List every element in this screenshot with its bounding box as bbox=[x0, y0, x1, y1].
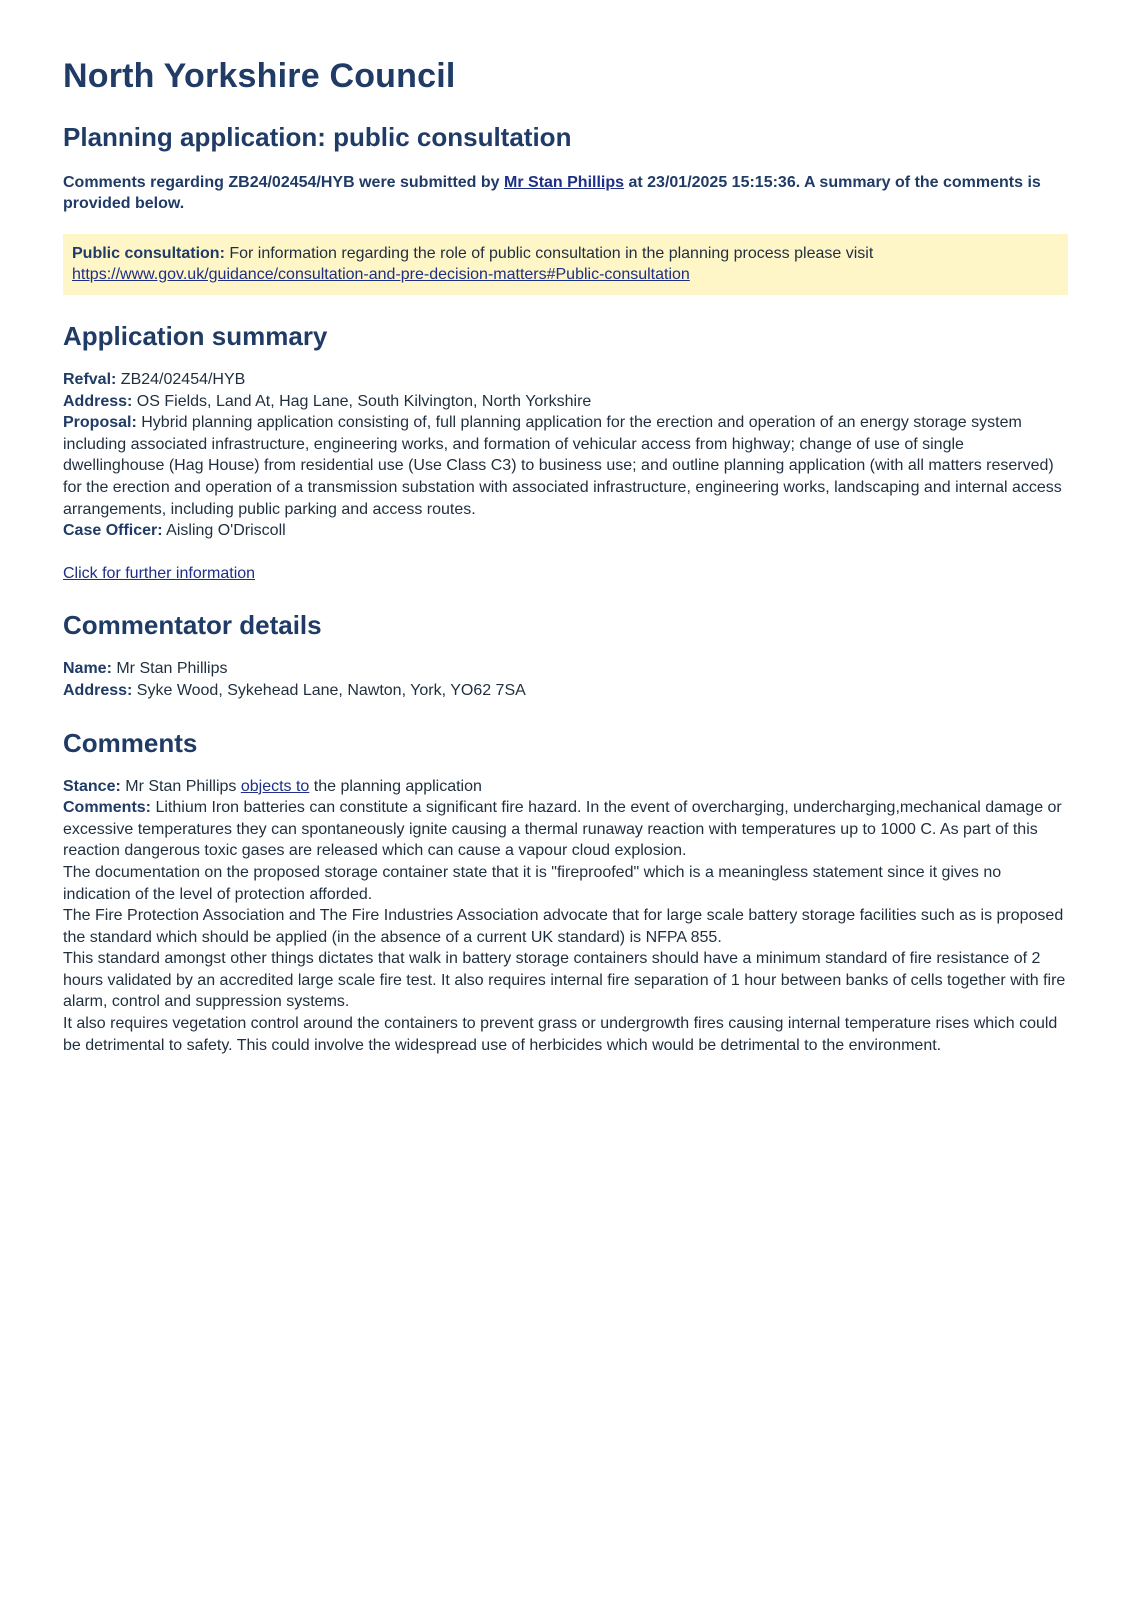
submission-summary-text-2: at 23/01/2025 15:15:36. A summary of the comments is provided below. bbox=[63, 174, 1041, 212]
proposal-row bbox=[63, 412, 1068, 520]
commentator-name-row bbox=[63, 658, 1068, 680]
commentator-address-value: Syke Wood, Sykehead Lane, Nawton, York, YO62 7SA bbox=[132, 681, 526, 699]
stance-rest: the planning application bbox=[309, 777, 482, 795]
refval-label: Refval: bbox=[63, 371, 117, 388]
application-summary-details bbox=[63, 369, 1068, 584]
case-officer-row bbox=[63, 520, 1068, 542]
organisation-title: North Yorkshire Council bbox=[63, 57, 456, 95]
commentator-address-label: Address: bbox=[63, 681, 133, 699]
case-officer-label: Case Officer: bbox=[63, 522, 163, 540]
commentator-details bbox=[63, 658, 1068, 701]
further-info-row bbox=[63, 563, 1068, 585]
comment-paragraph-2: The documentation on the proposed storage container state that it is "fireproofed" which is a meaningless statement since it gives no indication of the level of protection afforded. bbox=[63, 863, 1002, 903]
commentator-details-heading: Commentator details bbox=[63, 610, 322, 641]
notice-label: Public consultation: bbox=[72, 245, 225, 262]
proposal-label: Proposal: bbox=[63, 414, 137, 432]
stance-row bbox=[63, 776, 1068, 798]
application-summary-heading: Application summary bbox=[63, 321, 328, 351]
comment-paragraph-3: The Fire Protection Association and The Fire Industries Association advocate that for large scale battery storage facilities such as is proposed the standard which should be applied (in the absence of a current UK standard) is NFPA 855. bbox=[63, 907, 1064, 946]
commentator-address-row bbox=[63, 680, 1068, 702]
stance-link[interactable]: objects to bbox=[240, 777, 310, 795]
commentator-name-value: Mr Stan Phillips bbox=[111, 660, 228, 678]
notice-text: For information regarding the role of public consultation in the planning process please visit bbox=[224, 245, 874, 262]
submission-summary bbox=[63, 172, 1068, 214]
submission-summary-text-1: Comments regarding ZB24/02454/HYB were submitted by bbox=[63, 174, 505, 191]
comments-label: Comments: bbox=[63, 799, 152, 817]
case-officer-value: Aisling O'Driscoll bbox=[162, 522, 286, 540]
comment-paragraph-4: This standard amongst other things dictates that walk in battery storage containers should have a minimum standard of fire resistance of 2 hours validated by an accredited large scale fire test. It also requires internal fire separation of 1 hour between banks of cells together with fire alarm, control and suppression systems. bbox=[63, 950, 1066, 1011]
application-address-value: OS Fields, Land At, Hag Lane, South Kilvington, North Yorkshire bbox=[132, 392, 592, 410]
comment-paragraph-5: It also requires vegetation control around the containers to prevent grass or undergrowth fires causing internal temperature rises which could be detrimental to safety. This could involve the widespread use of herbicides which would be detrimental to the environment. bbox=[63, 1015, 1058, 1054]
spacer bbox=[63, 542, 1068, 563]
public-consultation-notice bbox=[63, 234, 1068, 295]
proposal-value: Hybrid planning application consisting of, full planning application for the erection and operation of an energy storage system including associated infrastructure, engineering works, and formation of vehicular access from highway; change of use of single dwellinghouse (Hag House) from residential use (Use Class C3) to business use; and outline planning application (with all matters reserved) for the erection and operation of a transmission substation with associated infrastructure, engineering works, landscaping and internal access arrangements, including public parking and access routes. bbox=[63, 414, 1062, 518]
guidance-link[interactable]: https://www.gov.uk/guidance/consultation-and-pre-decision-matters#Public-consultation bbox=[72, 266, 690, 283]
stance-label: Stance: bbox=[63, 777, 121, 795]
stance-name: Mr Stan Phillips bbox=[120, 777, 241, 795]
comment-text-1: Lithium Iron batteries can constitute a significant fire hazard. In the event of overcharging, undercharging,mechanical damage or excessive temperatures they can spontaneously ignite causing a thermal runaway reaction with temperatures up to 1000 C. As part of this reaction dangerous toxic gases are released which can cause a vapour cloud explosion. bbox=[63, 799, 1062, 860]
comment-paragraph-1 bbox=[63, 797, 1068, 862]
commentator-name-link[interactable]: Mr Stan Phillips bbox=[504, 174, 625, 191]
application-address-label: Address: bbox=[63, 392, 133, 410]
application-address-row bbox=[63, 391, 1068, 413]
refval-row bbox=[63, 369, 1068, 391]
further-information-link[interactable]: Click for further information bbox=[63, 564, 256, 582]
comments-heading: Comments bbox=[63, 727, 198, 758]
comments-body bbox=[63, 776, 1068, 1057]
commentator-name-label: Name: bbox=[63, 660, 112, 678]
page-title: Planning application: public consultation bbox=[63, 122, 572, 152]
document-page bbox=[63, 54, 1068, 1056]
refval-value: ZB24/02454/HYB bbox=[116, 371, 246, 388]
